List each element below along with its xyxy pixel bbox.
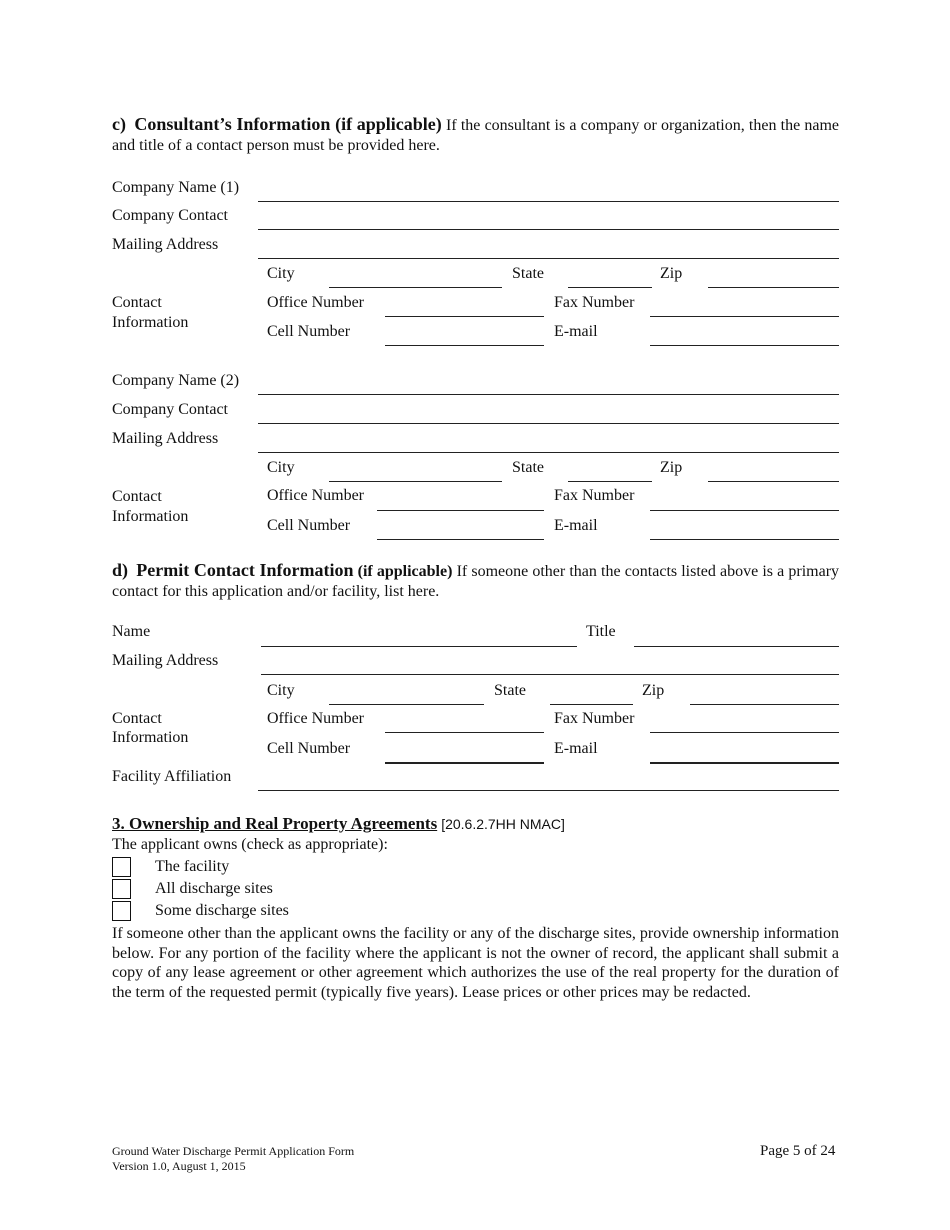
contact-info-2-label-b: Information (112, 508, 189, 525)
cell-number-2-field[interactable] (377, 539, 544, 540)
footer-form-name: Ground Water Discharge Permit Application Form (112, 1144, 355, 1158)
contact-info-d-label-a: Contact (112, 710, 162, 727)
company-name-2-field[interactable] (258, 394, 839, 395)
contact-info-2-label-a: Contact (112, 488, 162, 505)
title-field[interactable] (634, 646, 839, 647)
name-label: Name (112, 623, 151, 640)
mailing-address-d-label: Mailing Address (112, 652, 219, 669)
ownership-paragraph: If someone other than the applicant owns the facility or any of the discharge sites, provide ownership information below. For any portion of the facility where the applicant is not the owner of record, the applicant shall submit a copy of any lease agreement or other agreement which authorizes the use of the real property for the duration of the term of the requested permit (typically five years). Lease prices or other prices may be redacted. (112, 925, 839, 1001)
email-2-field[interactable] (650, 539, 839, 540)
cell-number-1-label: Cell Number (267, 323, 351, 340)
mailing-address-2-field[interactable] (258, 452, 839, 453)
office-number-1-label: Office Number (267, 294, 364, 311)
company-contact-1-label: Company Contact (112, 207, 228, 224)
email-1-label: E-mail (554, 323, 598, 340)
checkbox-facility[interactable] (112, 857, 131, 877)
section-c-title: Consultant’s Information (if applicable) (134, 114, 442, 134)
office-number-1-field[interactable] (385, 316, 544, 317)
title-label: Title (586, 623, 616, 640)
option-facility-label: The facility (155, 858, 230, 875)
office-number-d-field[interactable] (385, 732, 544, 733)
city-d-label: City (267, 682, 295, 699)
footer-page-number: Page 5 of 24 (760, 1143, 836, 1159)
city-1-field[interactable] (329, 287, 502, 288)
company-name-1-label: Company Name (1) (112, 179, 240, 196)
state-1-label: State (512, 265, 544, 282)
mailing-address-2-label: Mailing Address (112, 430, 219, 447)
city-2-field[interactable] (329, 481, 502, 482)
section-3-heading: 3. Ownership and Real Property Agreements (112, 814, 438, 833)
contact-info-1-label-b: Information (112, 314, 189, 331)
checkbox-all-discharge-sites[interactable] (112, 879, 131, 899)
section-c-intro: If the consultant is a company or organization, then the name and title of a contact person must be provided here. (112, 117, 840, 154)
fax-number-2-field[interactable] (650, 510, 839, 511)
checkbox-some-discharge-sites[interactable] (112, 901, 131, 921)
company-contact-2-field[interactable] (258, 423, 839, 424)
section-3-citation: [20.6.2.7HH NMAC] (441, 816, 565, 832)
mailing-address-d-field[interactable] (261, 674, 839, 675)
state-d-label: State (494, 682, 526, 699)
office-number-d-label: Office Number (267, 710, 364, 727)
section-3-heading-row (112, 814, 565, 835)
section-d-label: d) (112, 560, 129, 580)
option-all-discharge-sites-label: All discharge sites (155, 880, 273, 897)
company-name-2-label: Company Name (2) (112, 372, 240, 389)
cell-number-d-label: Cell Number (267, 740, 351, 757)
mailing-address-1-field[interactable] (258, 258, 839, 259)
section-d-intro-block (112, 560, 839, 602)
cell-number-1-field[interactable] (385, 345, 544, 346)
facility-affiliation-field[interactable] (258, 790, 839, 791)
name-field[interactable] (261, 646, 577, 647)
email-d-label: E-mail (554, 740, 598, 757)
zip-2-field[interactable] (708, 481, 839, 482)
facility-affiliation-label: Facility Affiliation (112, 768, 232, 785)
zip-2-label: Zip (660, 459, 683, 476)
option-some-discharge-sites-label: Some discharge sites (155, 902, 289, 919)
email-d-field[interactable] (650, 762, 839, 764)
footer-version: Version 1.0, August 1, 2015 (112, 1159, 246, 1173)
company-contact-1-field[interactable] (258, 229, 839, 230)
office-number-2-label: Office Number (267, 487, 364, 504)
zip-1-label: Zip (660, 265, 683, 282)
fax-number-d-label: Fax Number (554, 710, 635, 727)
zip-d-label: Zip (642, 682, 665, 699)
state-2-label: State (512, 459, 544, 476)
fax-number-1-label: Fax Number (554, 294, 635, 311)
fax-number-2-label: Fax Number (554, 487, 635, 504)
cell-number-d-field[interactable] (385, 762, 544, 764)
state-d-field[interactable] (550, 704, 633, 705)
section-c-label: c) (112, 114, 126, 134)
state-1-field[interactable] (568, 287, 652, 288)
office-number-2-field[interactable] (377, 510, 544, 511)
section-d-title-suffix: (if applicable) (357, 563, 453, 580)
zip-1-field[interactable] (708, 287, 839, 288)
ownership-prompt: The applicant owns (check as appropriate): (112, 836, 388, 853)
mailing-address-1-label: Mailing Address (112, 236, 219, 253)
city-d-field[interactable] (329, 704, 484, 705)
section-c-intro-block (112, 114, 839, 156)
contact-info-d-label-b: Information (112, 729, 189, 746)
section-d-title: Permit Contact Information (136, 560, 354, 580)
email-2-label: E-mail (554, 517, 598, 534)
fax-number-d-field[interactable] (650, 732, 839, 733)
state-2-field[interactable] (568, 481, 652, 482)
section-d-intro: If someone other than the contacts listed above is a primary contact for this application and/or facility, list here. (112, 563, 840, 600)
company-name-1-field[interactable] (258, 201, 839, 202)
contact-info-1-label-a: Contact (112, 294, 162, 311)
cell-number-2-label: Cell Number (267, 517, 351, 534)
fax-number-1-field[interactable] (650, 316, 839, 317)
city-1-label: City (267, 265, 295, 282)
company-contact-2-label: Company Contact (112, 401, 228, 418)
zip-d-field[interactable] (690, 704, 839, 705)
city-2-label: City (267, 459, 295, 476)
email-1-field[interactable] (650, 345, 839, 346)
